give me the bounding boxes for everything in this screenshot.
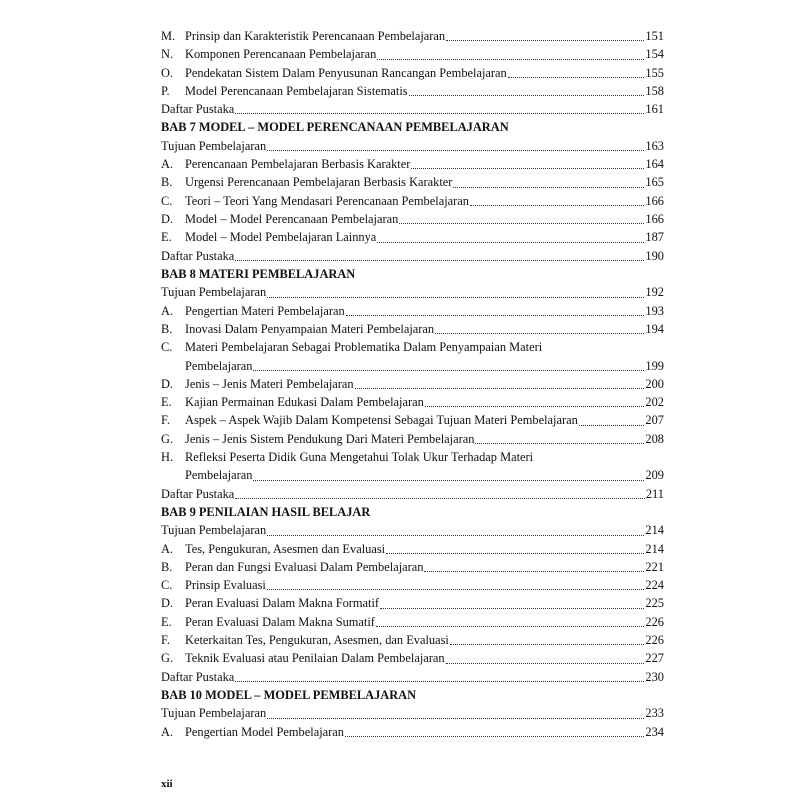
toc-entry bbox=[161, 82, 664, 100]
entry-title: Peran Evaluasi Dalam Makna Formatif bbox=[185, 596, 380, 611]
chapter-title: BAB 7 MODEL – MODEL PERENCANAAN PEMBELAJARAN bbox=[161, 120, 509, 135]
toc-entry bbox=[161, 228, 664, 246]
entry-letter: A. bbox=[161, 303, 174, 318]
toc-entry bbox=[161, 613, 664, 631]
dot-leader bbox=[355, 388, 645, 389]
entry-letter: B. bbox=[161, 321, 173, 336]
page-number: xii bbox=[161, 778, 173, 790]
toc-entry bbox=[161, 430, 664, 448]
toc-entry bbox=[161, 173, 664, 191]
toc-entry bbox=[161, 283, 664, 301]
page-ref: 214 bbox=[645, 541, 664, 556]
dot-leader bbox=[386, 553, 644, 554]
dot-leader bbox=[253, 480, 644, 481]
page-ref: 200 bbox=[645, 376, 664, 391]
toc-entry bbox=[161, 320, 664, 338]
chapter-title: BAB 9 PENILAIAN HASIL BELAJAR bbox=[161, 504, 371, 519]
page-ref: 234 bbox=[645, 724, 664, 739]
toc-entry bbox=[161, 576, 664, 594]
entry-letter: A. bbox=[161, 724, 174, 739]
toc-entry bbox=[161, 338, 664, 356]
entry-letter: D. bbox=[161, 212, 174, 227]
toc-entry bbox=[161, 631, 664, 649]
dot-leader bbox=[235, 681, 644, 682]
dot-leader bbox=[267, 589, 645, 590]
dot-leader bbox=[235, 113, 644, 114]
entry-letter: M. bbox=[161, 29, 176, 43]
entry-title: Urgensi Perencanaan Pembelajaran Berbasis Karakter bbox=[185, 175, 453, 190]
toc-entry bbox=[161, 247, 664, 265]
page-ref: 225 bbox=[645, 596, 664, 611]
dot-leader bbox=[453, 187, 644, 188]
dot-leader bbox=[446, 40, 644, 41]
entry-title: Peran dan Fungsi Evaluasi Dalam Pembelajaran bbox=[185, 559, 424, 574]
toc-entry bbox=[161, 704, 664, 722]
chapter-title: BAB 10 MODEL – MODEL PEMBELAJARAN bbox=[161, 687, 417, 702]
toc-entry-continuation bbox=[161, 466, 664, 484]
dot-leader bbox=[377, 242, 644, 243]
page-ref: 163 bbox=[645, 138, 664, 153]
page-ref: 193 bbox=[645, 303, 664, 318]
dot-leader bbox=[411, 168, 644, 169]
entry-title: Komponen Perencanaan Pembelajaran bbox=[185, 47, 377, 62]
page-ref: 224 bbox=[645, 578, 664, 593]
toc-entry bbox=[161, 210, 664, 228]
dot-leader bbox=[425, 406, 645, 407]
page-ref: 233 bbox=[645, 706, 664, 721]
entry-title: Teknik Evaluasi atau Penilaian Dalam Pembelajaran bbox=[185, 651, 445, 666]
dot-leader bbox=[235, 498, 645, 499]
toc-entry bbox=[161, 649, 664, 667]
page-ref: 190 bbox=[645, 248, 664, 263]
entry-title: Materi Pembelajaran Sebagai Problematika Dalam Penyampaian Materi bbox=[185, 340, 543, 355]
toc-entry bbox=[161, 521, 664, 539]
entry-letter: P. bbox=[161, 83, 170, 98]
entry-title: Jenis – Jenis Materi Pembelajaran bbox=[185, 376, 354, 391]
entry-letter: C. bbox=[161, 578, 173, 593]
entry-title: Tujuan Pembelajaran bbox=[161, 285, 267, 300]
toc-entry bbox=[161, 27, 664, 45]
entry-letter: E. bbox=[161, 395, 172, 410]
dot-leader bbox=[409, 95, 645, 96]
entry-letter: D. bbox=[161, 596, 174, 611]
page-ref: 214 bbox=[645, 523, 664, 538]
entry-title: Daftar Pustaka bbox=[161, 486, 235, 501]
page-ref: 209 bbox=[645, 468, 664, 483]
dot-leader bbox=[235, 260, 644, 261]
dot-leader bbox=[424, 571, 644, 572]
entry-letter: N. bbox=[161, 47, 174, 62]
entry-title: Keterkaitan Tes, Pengukuran, Asesmen, dan Evaluasi bbox=[185, 633, 449, 648]
toc-entry bbox=[161, 192, 664, 210]
page-ref: 187 bbox=[645, 230, 664, 245]
page-ref: 161 bbox=[645, 102, 664, 117]
entry-title: Tujuan Pembelajaran bbox=[161, 523, 267, 538]
toc-entry bbox=[161, 302, 664, 320]
page-ref: 226 bbox=[645, 614, 664, 629]
toc-entry bbox=[161, 540, 664, 558]
page-ref: 227 bbox=[645, 651, 664, 666]
entry-letter: G. bbox=[161, 651, 174, 666]
dot-leader bbox=[579, 425, 645, 426]
entry-title: Inovasi Dalam Penyampaian Materi Pembelajaran bbox=[185, 321, 435, 336]
chapter-heading bbox=[161, 686, 664, 704]
toc-entry-continuation bbox=[161, 357, 664, 375]
entry-title: Peran Evaluasi Dalam Makna Sumatif bbox=[185, 614, 375, 629]
dot-leader bbox=[380, 608, 644, 609]
entry-title: Refleksi Peserta Didik Guna Mengetahui Tolak Ukur Terhadap Materi bbox=[185, 450, 534, 465]
page-ref: 208 bbox=[645, 431, 664, 446]
page-ref: 211 bbox=[645, 486, 664, 501]
entry-letter: B. bbox=[161, 175, 173, 190]
page-ref: 166 bbox=[645, 193, 664, 208]
page-ref: 194 bbox=[645, 321, 664, 336]
toc-entry bbox=[161, 411, 664, 429]
toc-entry bbox=[161, 155, 664, 173]
toc-entry bbox=[161, 558, 664, 576]
page-ref: 207 bbox=[645, 413, 664, 428]
page-ref: 158 bbox=[645, 83, 664, 98]
page-ref: 165 bbox=[645, 175, 664, 190]
toc-entry bbox=[161, 448, 664, 466]
page-ref: 221 bbox=[645, 559, 664, 574]
toc-entry bbox=[161, 45, 664, 63]
page-ref: 202 bbox=[645, 395, 664, 410]
entry-title: Daftar Pustaka bbox=[161, 102, 235, 117]
entry-title: Aspek – Aspek Wajib Dalam Kompetensi Sebagai Tujuan Materi Pembelajaran bbox=[185, 413, 578, 428]
entry-title: Kajian Permainan Edukasi Dalam Pembelajaran bbox=[185, 395, 424, 410]
entry-letter: H. bbox=[161, 450, 174, 465]
entry-title: Model – Model Pembelajaran Lainnya bbox=[185, 230, 377, 245]
page-ref: 226 bbox=[645, 633, 664, 648]
dot-leader bbox=[345, 736, 644, 737]
chapter-title: BAB 8 MATERI PEMBELAJARAN bbox=[161, 266, 356, 281]
entry-letter: C. bbox=[161, 340, 173, 355]
dot-leader bbox=[377, 59, 644, 60]
entry-title: Tujuan Pembelajaran bbox=[161, 706, 267, 721]
toc-entry bbox=[161, 485, 664, 503]
dot-leader bbox=[450, 644, 645, 645]
entry-title: Tujuan Pembelajaran bbox=[161, 138, 267, 153]
toc-entry bbox=[161, 393, 664, 411]
entry-title: Pengertian Materi Pembelajaran bbox=[185, 303, 345, 318]
chapter-heading bbox=[161, 503, 664, 521]
table-of-contents bbox=[161, 27, 664, 741]
entry-letter: A. bbox=[161, 157, 174, 172]
entry-letter: F. bbox=[161, 633, 170, 648]
toc-entry bbox=[161, 100, 664, 118]
dot-leader bbox=[376, 626, 644, 627]
dot-leader bbox=[446, 663, 645, 664]
entry-letter: F. bbox=[161, 413, 170, 428]
dot-leader bbox=[267, 150, 644, 151]
toc-entry bbox=[161, 375, 664, 393]
entry-title: Perencanaan Pembelajaran Berbasis Karakter bbox=[185, 157, 411, 172]
entry-title: Model Perencanaan Pembelajaran Sistematis bbox=[185, 83, 408, 98]
entry-title: Model – Model Perencanaan Pembelajaran bbox=[185, 212, 399, 227]
page-ref: 192 bbox=[645, 285, 664, 300]
entry-letter: G. bbox=[161, 431, 174, 446]
dot-leader bbox=[253, 370, 644, 371]
entry-title: Tes, Pengukuran, Asesmen dan Evaluasi bbox=[185, 541, 386, 556]
page-ref: 155 bbox=[645, 65, 664, 80]
entry-title: Pengertian Model Pembelajaran bbox=[185, 724, 344, 739]
toc-entry bbox=[161, 64, 664, 82]
entry-title: Daftar Pustaka bbox=[161, 669, 235, 684]
entry-letter: D. bbox=[161, 376, 174, 391]
entry-title-continuation: Pembelajaran bbox=[185, 358, 253, 373]
page-ref: 164 bbox=[645, 157, 664, 172]
chapter-heading bbox=[161, 118, 664, 136]
dot-leader bbox=[267, 297, 644, 298]
entry-title-continuation: Pembelajaran bbox=[185, 468, 253, 483]
dot-leader bbox=[346, 315, 645, 316]
page-ref: 199 bbox=[645, 358, 664, 373]
entry-letter: B. bbox=[161, 559, 173, 574]
entry-letter: O. bbox=[161, 65, 174, 80]
chapter-heading bbox=[161, 265, 664, 283]
dot-leader bbox=[267, 535, 644, 536]
toc-entry bbox=[161, 594, 664, 612]
entry-letter: E. bbox=[161, 230, 172, 245]
entry-title: Daftar Pustaka bbox=[161, 248, 235, 263]
dot-leader bbox=[435, 333, 644, 334]
page-ref: 166 bbox=[645, 212, 664, 227]
page-ref: 154 bbox=[645, 47, 664, 62]
dot-leader bbox=[470, 205, 644, 206]
page-ref: 230 bbox=[645, 669, 664, 684]
entry-title: Teori – Teori Yang Mendasari Perencanaan Pembelajaran bbox=[185, 193, 469, 208]
dot-leader bbox=[399, 223, 644, 224]
entry-letter: E. bbox=[161, 614, 172, 629]
dot-leader bbox=[508, 77, 645, 78]
entry-title: Jenis – Jenis Sistem Pendukung Dari Materi Pembelajaran bbox=[185, 431, 475, 446]
entry-title: Pendekatan Sistem Dalam Penyusunan Rancangan Pembelajaran bbox=[185, 65, 507, 80]
page-ref: 151 bbox=[645, 29, 664, 43]
toc-entry bbox=[161, 668, 664, 686]
entry-letter: A. bbox=[161, 541, 174, 556]
dot-leader bbox=[475, 443, 644, 444]
dot-leader bbox=[267, 718, 644, 719]
toc-entry bbox=[161, 137, 664, 155]
entry-title: Prinsip dan Karakteristik Perencanaan Pembelajaran bbox=[185, 29, 446, 43]
entry-letter: C. bbox=[161, 193, 173, 208]
toc-entry bbox=[161, 723, 664, 741]
entry-title: Prinsip Evaluasi bbox=[185, 578, 266, 593]
